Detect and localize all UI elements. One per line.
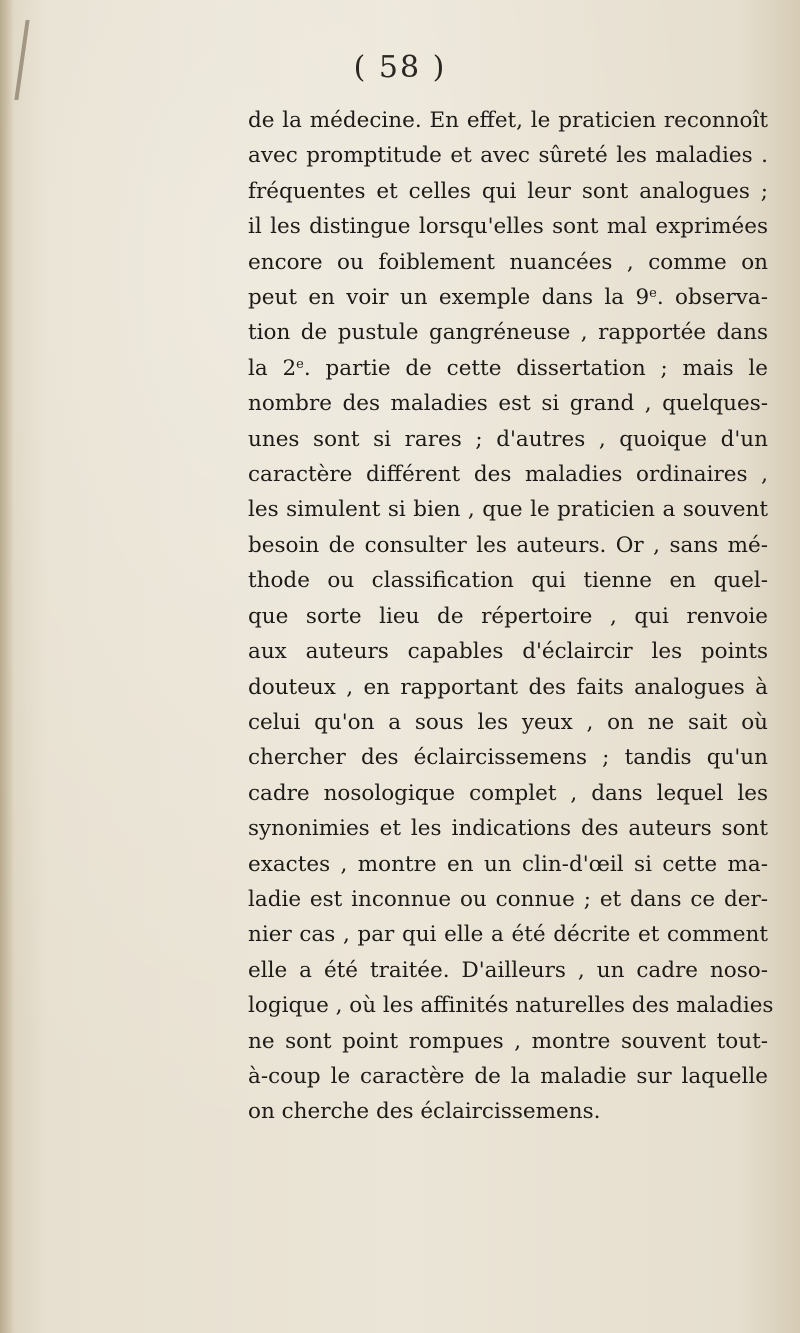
text-line: logique , où les affinités naturelles des maladies: [248, 993, 774, 1019]
text-line: cadre nosologique complet , dans lequel les: [248, 780, 768, 806]
text-line: elle a été traitée. D'ailleurs , un cadre noso-: [248, 957, 768, 983]
text-line: fréquentes et celles qui leur sont analogues ;: [248, 178, 768, 204]
text-line: à-coup le caractère de la maladie sur laquelle: [248, 1063, 768, 1089]
text-line: peut en voir un exemple dans la 9e. observa-: [248, 285, 769, 311]
text-line-last: on cherche des éclaircissemens.: [248, 1099, 601, 1125]
text-line: nier cas , par qui elle a été décrite et comment: [248, 922, 768, 948]
text-line: douteux , en rapportant des faits analogues à: [248, 674, 768, 700]
text-line: encore ou foiblement nuancées , comme on: [248, 249, 768, 275]
text-line: unes sont si rares ; d'autres , quoique d'un: [248, 426, 768, 452]
text-line: la 2e. partie de cette dissertation ; mais le: [248, 355, 768, 381]
text-line: nombre des maladies est si grand , quelques-: [248, 391, 768, 417]
page-binding-edge: [0, 0, 14, 1333]
text-line: de la médecine. En effet, le praticien reconnoît: [248, 108, 768, 133]
page-number: ( 58 ): [353, 50, 447, 85]
text-line: besoin de consulter les auteurs. Or , sans mé-: [248, 532, 768, 558]
text-line: ladie est inconnue ou connue ; et dans ce der-: [248, 886, 768, 912]
text-line: que sorte lieu de répertoire , qui renvoie: [248, 603, 768, 629]
text-line: avec promptitude et avec sûreté les maladies .: [248, 143, 768, 169]
text-line: il les distingue lorsqu'elles sont mal exprimées: [248, 214, 768, 240]
text-line: celui qu'on a sous les yeux , on ne sait où: [248, 709, 768, 735]
body-text: [248, 103, 774, 1130]
text-line: caractère différent des maladies ordinaires ,: [248, 462, 768, 488]
text-line: ne sont point rompues , montre souvent tout-: [248, 1028, 768, 1054]
text-line: chercher des éclaircissemens ; tandis qu'un: [248, 745, 768, 771]
text-line: exactes , montre en un clin-d'œil si cette ma-: [248, 851, 768, 877]
text-line: tion de pustule gangréneuse , rapportée dans: [248, 320, 768, 346]
text-line: aux auteurs capables d'éclaircir les points: [248, 639, 768, 665]
text-line: synonimies et les indications des auteurs sont: [248, 816, 768, 842]
text-line: les simulent si bien , que le praticien a souvent: [248, 497, 768, 523]
text-line: thode ou classification qui tienne en quel-: [248, 568, 768, 594]
